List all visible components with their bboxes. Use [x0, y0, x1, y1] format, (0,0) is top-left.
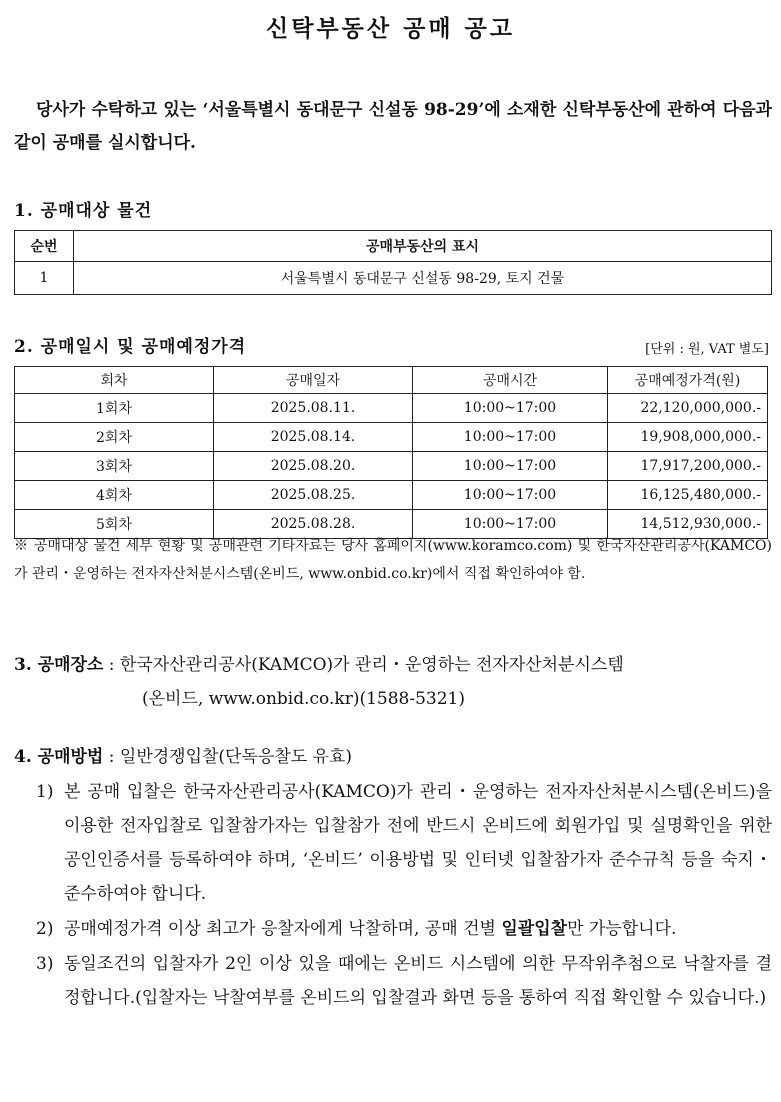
- table-header-row: [15, 367, 768, 394]
- cell-price: 19,908,000,000.-: [608, 423, 768, 452]
- cell-round: 1회차: [15, 394, 214, 423]
- cell-price: 16,125,480,000.-: [608, 481, 768, 510]
- section2-heading: 2. 공매일시 및 공매예정가격: [14, 337, 247, 357]
- cell-date: 2025.08.25.: [214, 481, 413, 510]
- cell-round: 3회차: [15, 452, 214, 481]
- cell-price: 14,512,930,000.-: [608, 510, 768, 539]
- table-row: [15, 423, 768, 452]
- unit-note: [단위 : 원, VAT 별도]: [645, 342, 769, 357]
- item-text: 본 공매 입찰은 한국자산관리공사(KAMCO)가 관리・운영하는 전자자산처분시스템(온비드)을 이용한 전자입찰로 입찰참가자는 입찰참가 전에 반드시 온비드에 회원가입 및 실명확인을 위한 공인인증서를 등록하여야 하며, ‘온비드’ 이용방법 및 인터넷 입찰참가자 준수규칙 등을 숙지・준수하여야 합니다.: [64, 782, 772, 904]
- cell-round: 2회차: [15, 423, 214, 452]
- table-row: [15, 452, 768, 481]
- reference-note: ※ 공매대상 물건 세부 현황 및 공매관련 기타자료는 당사 홈페이지(www.koramco.com) 및 한국자산관리공사(KAMCO)가 관리・운영하는 전자자산처분시스템(온비드, www.onbid.co.kr)에서 직접 확인하여야 함.: [14, 538, 772, 582]
- section3-line1: : 한국자산관리공사(KAMCO)가 관리・운영하는 전자자산처분시스템: [108, 655, 624, 675]
- section3: [14, 648, 772, 716]
- section3-line2: (온비드, www.onbid.co.kr)(1588-5321): [142, 689, 465, 709]
- item-number: 1): [36, 782, 54, 802]
- cell-round: 4회차: [15, 481, 214, 510]
- col-header-no: 순번: [15, 231, 74, 262]
- table-header-row: [15, 231, 772, 262]
- col-header-price: 공매예정가격(원): [608, 367, 768, 394]
- intro-paragraph: 당사가 수탁하고 있는 ‘서울특별시 동대문구 신설동 98-29’에 소재한 신탁부동산에 관하여 다음과 같이 공매를 실시합니다.: [14, 100, 772, 153]
- cell-round: 5회차: [15, 510, 214, 539]
- property-table: [14, 230, 772, 295]
- cell-time: 10:00~17:00: [413, 510, 608, 539]
- cell-date: 2025.08.11.: [214, 394, 413, 423]
- cell-date: 2025.08.14.: [214, 423, 413, 452]
- list-item: [14, 912, 772, 946]
- page-title: 신탁부동산 공매 공고: [266, 15, 515, 42]
- cell-time: 10:00~17:00: [413, 423, 608, 452]
- table-row: [15, 262, 772, 295]
- section3-heading: 3. 공매장소: [14, 655, 104, 675]
- col-header-date: 공매일자: [214, 367, 413, 394]
- cell-no: 1: [15, 262, 74, 295]
- item-number: 2): [36, 919, 54, 939]
- col-header-property: 공매부동산의 표시: [74, 231, 772, 262]
- cell-price: 22,120,000,000.-: [608, 394, 768, 423]
- cell-property: 서울특별시 동대문구 신설동 98-29, 토지 건물: [74, 262, 772, 295]
- table-row: [15, 394, 768, 423]
- cell-date: 2025.08.20.: [214, 452, 413, 481]
- section4-subtitle: : 일반경쟁입찰(단독응찰도 유효): [108, 747, 353, 767]
- item-number: 3): [36, 954, 54, 974]
- item-text: 공매예정가격 이상 최고가 응찰자에게 낙찰하며, 공매 건별: [64, 919, 502, 939]
- item-text-bold: 일괄입찰: [501, 919, 568, 939]
- item-text-tail: 만 가능합니다.: [567, 919, 677, 939]
- col-header-time: 공매시간: [413, 367, 608, 394]
- col-header-round: 회차: [15, 367, 214, 394]
- cell-time: 10:00~17:00: [413, 481, 608, 510]
- schedule-table: [14, 366, 768, 539]
- section4: [14, 740, 772, 1015]
- section4-heading: 4. 공매방법: [14, 747, 104, 767]
- list-item: [14, 775, 772, 911]
- cell-time: 10:00~17:00: [413, 394, 608, 423]
- cell-date: 2025.08.28.: [214, 510, 413, 539]
- section1-heading: 1. 공매대상 물건: [14, 201, 153, 221]
- item-text: 동일조건의 입찰자가 2인 이상 있을 때에는 온비드 시스템에 의한 무작위추첨으로 낙찰자를 결정합니다.(입찰자는 낙찰여부를 온비드의 입찰결과 화면 등을 통하여 직접 확인할 수 있습니다.): [64, 954, 772, 1008]
- cell-time: 10:00~17:00: [413, 452, 608, 481]
- table-row: [15, 481, 768, 510]
- list-item: [14, 947, 772, 1015]
- cell-price: 17,917,200,000.-: [608, 452, 768, 481]
